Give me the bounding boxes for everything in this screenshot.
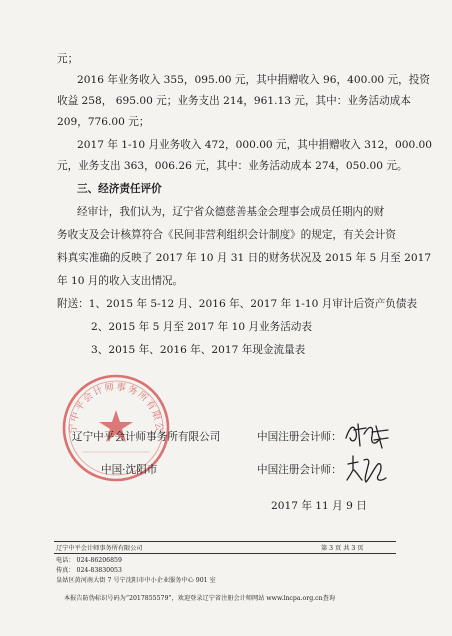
cpa-signature-1 [342, 416, 392, 452]
cpa-label: 中国注册会计师： [257, 464, 342, 476]
footer-address: 皇姑区黄河南大街 7 号宁沈阳市中小企业服务中心 901 室 [56, 577, 216, 584]
body-line: 年 10 月的收入支出情况。 [57, 275, 184, 287]
attachment-item: 附送：1、2015 年 5-12 月、2016 年、2017 年 1-10 月审计后资产负债表 [57, 298, 418, 310]
cpa-signature-2 [344, 452, 390, 488]
body-line: 经审计，我们认为，辽宁省众德慈善基金会理事会成员任期内的财 [77, 206, 385, 218]
svg-text:辽宁中平会计师事务所有限公司: 宁中平会计师事务所有限公 [67, 381, 165, 434]
footer-phone: 电话： 024-86206859 [56, 557, 122, 564]
body-line: 209，776.00 元； [57, 116, 150, 128]
body-line: 元，业务支出 363，006.26 元，其中：业务活动成本 274，050.00 元。 [57, 160, 408, 172]
attachment-item: 3、2015 年、2016 年、2017 年现金流量表 [91, 344, 306, 356]
page-number: 第 3 页 共 3 页 [321, 545, 364, 552]
body-line: 2016 年业务收入 355，095.00 元，其中捐赠收入 96，400.00 元，投资 [77, 74, 430, 86]
cpa-label: 中国注册会计师： [257, 431, 342, 443]
body-line: 2017 年 1-10 月业务收入 472，000.00 元，其中捐赠收入 312，000.00 [77, 139, 433, 151]
footer-divider [54, 541, 396, 542]
body-line: 务收支及会计核算符合《民间非营利组织会计制度》的规定，有关会计资 [57, 229, 396, 241]
footer-divider [54, 553, 396, 554]
firm-name: 辽宁中平会计师事务所有限公司 [72, 431, 221, 443]
location: 中国·沈阳市 [101, 464, 158, 476]
body-line: 料真实准确的反映了 2017 年 10 月 31 日的财务状况及 2015 年 5 月至 2017 [57, 252, 432, 264]
body-line: 收益 258， 695.00 元；业务支出 214，961.13 元，其中：业务活动成本 [57, 95, 411, 107]
report-date: 2017 年 11 月 9 日 [271, 500, 367, 512]
section-heading: 三、经济责任评价 [77, 183, 162, 195]
footer-company: 辽宁中平会计师事务所有限公司 [56, 545, 143, 552]
footer-fax: 传真： 024-83830053 [56, 567, 122, 574]
attachment-item: 2、2015 年 5 月至 2017 年 10 月业务活动表 [91, 321, 312, 333]
body-line: 元； [57, 53, 79, 65]
verification-note: 本报告防伪标识号码为“2017855579”，欢迎登录辽宁省注册会计师网站 www.lncpa.org.cn查询 [64, 595, 335, 602]
